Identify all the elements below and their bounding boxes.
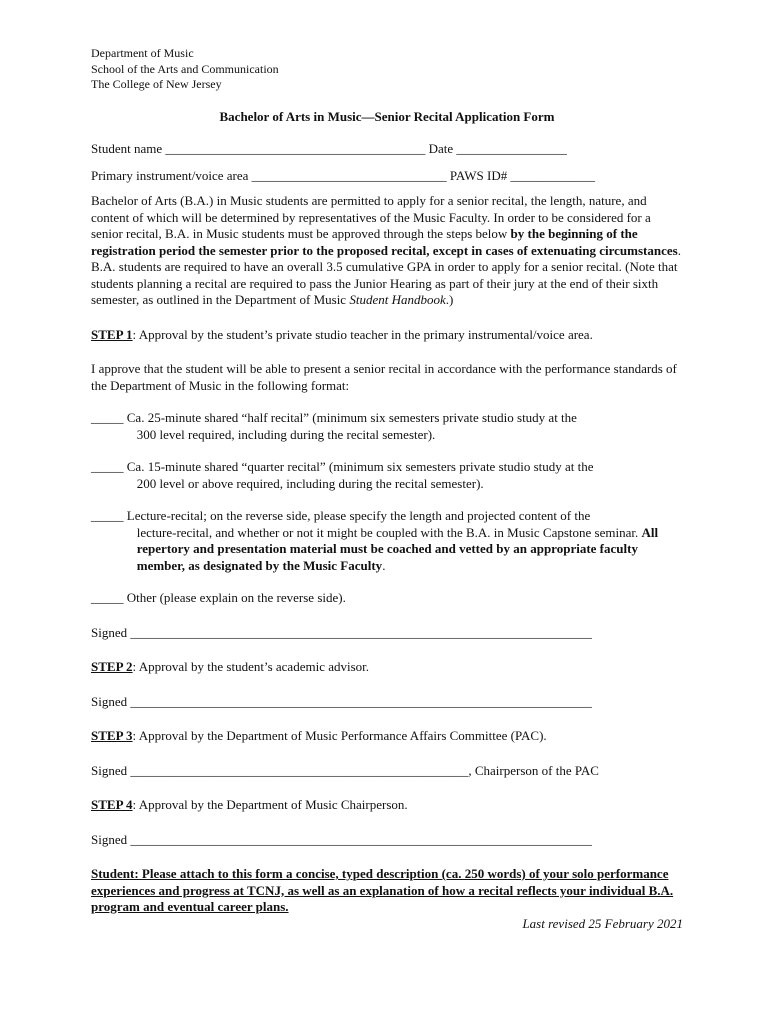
option-other[interactable] <box>91 590 683 607</box>
department-name: Department of Music <box>91 46 194 60</box>
checkbox-blank[interactable]: _____ <box>91 410 127 425</box>
signature-line-step3[interactable]: Signed ____________________________________________________, Chairperson of the PAC <box>91 762 599 778</box>
step1-heading <box>91 327 683 344</box>
intro-text-5: .) <box>445 292 454 307</box>
option-quarter-recital-line1: Ca. 15-minute shared “quarter recital” (minimum six semesters private studio study at the <box>126 459 594 474</box>
step3-label: STEP 3 <box>91 728 133 743</box>
revision-date: Last revised 25 February 2021 <box>522 915 683 931</box>
signature-line-step2[interactable]: Signed _______________________________________________________________________ <box>91 693 592 709</box>
student-name-date-field[interactable]: Student name ________________________________________ Date _________________ <box>91 141 567 156</box>
step4-heading <box>91 797 683 814</box>
school-name: School of the Arts and Communication <box>91 61 279 76</box>
option-quarter-recital-text <box>127 459 683 492</box>
step4-label: STEP 4 <box>91 797 133 812</box>
document-page <box>91 46 683 932</box>
department-header <box>91 46 683 93</box>
intro-text-1: Bachelor of Arts (B.A.) in Music students are permitted to apply for a senior recital, the length, nature, and content of which will be determined by representatives of the Music Faculty. In order to be considered for a senior recital, B.A. in Music students must be approved through the steps below <box>91 193 651 241</box>
step2-text: : Approval by the student’s academic advisor. <box>132 659 370 674</box>
option-quarter-recital[interactable] <box>91 459 683 492</box>
checkbox-blank[interactable]: _____ <box>91 508 127 523</box>
option-half-recital-text <box>127 410 683 443</box>
intro-text-3: . B.A. students are required to have an overall 3.5 cumulative GPA in order to apply for a senior recital. (Note that students planning a recital are required to pass the Junior Hearing as part of their jury at the end of their sixth semester, as outlined in the Department of Music <box>91 242 681 307</box>
step4-text: : Approval by the Department of Music Chairperson. <box>132 797 408 812</box>
handbook-title: Student Handbook <box>349 292 446 307</box>
intro-bold-deadline: by the beginning of the registration period the semester prior to the proposed recital, except in cases of extenuating circumstances <box>91 226 678 258</box>
checkbox-blank[interactable]: _____ <box>91 590 127 605</box>
option-lecture-recital-details <box>91 525 683 575</box>
attachment-instructions: Student: Please attach to this form a concise, typed description (ca. 250 words) of your solo performance experiences and progress at TCNJ, as well as an explanation of how a recital reflects your individual B.A. program and eventual career plans. <box>91 866 674 914</box>
option-lecture-recital-line1: Lecture-recital; on the reverse side, please specify the length and projected content of the <box>126 508 591 523</box>
option-other-text: Other (please explain on the reverse side). <box>126 590 346 605</box>
signature-line-step1[interactable]: Signed _______________________________________________________________________ <box>91 624 592 640</box>
step1-label: STEP 1 <box>91 326 133 342</box>
lecture-recital-text: lecture-recital, and whether or not it might be coupled with the B.A. in Music Capstone seminar. <box>136 524 642 540</box>
step2-label: STEP 2 <box>91 659 133 674</box>
signature-line-step4[interactable]: Signed _______________________________________________________________________ <box>91 831 592 847</box>
option-lecture-recital-text <box>127 508 683 574</box>
step2-heading <box>91 659 683 676</box>
step3-text: : Approval by the Department of Music Performance Affairs Committee (PAC). <box>132 728 547 743</box>
instrument-paws-field[interactable]: Primary instrument/voice area ______________________________ PAWS ID# _____________ <box>91 167 595 183</box>
approval-statement: I approve that the student will be able to present a senior recital in accordance with the performance standards of the Department of Music in the following format: <box>91 361 677 393</box>
option-half-recital[interactable] <box>91 410 683 443</box>
form-title: Bachelor of Arts in Music—Senior Recital Application Form <box>219 108 555 124</box>
lecture-recital-end: . <box>382 557 386 573</box>
step1-text: : Approval by the student’s private studio teacher in the primary instrumental/voice area. <box>132 326 593 342</box>
option-half-recital-line1: Ca. 25-minute shared “half recital” (minimum six semesters private studio study at the <box>126 410 577 425</box>
option-half-recital-line2: 300 level required, including during the recital semester). <box>136 426 436 442</box>
college-name: The College of New Jersey <box>91 77 222 91</box>
option-quarter-recital-line2: 200 level or above required, including during the recital semester). <box>136 475 484 491</box>
option-lecture-recital[interactable] <box>91 508 683 574</box>
lecture-recital-bold: All repertory and presentation material must be coached and vetted by an appropriate faculty member, as designated by the Music Faculty <box>136 524 659 573</box>
intro-paragraph <box>91 193 683 309</box>
step3-heading <box>91 728 683 745</box>
checkbox-blank[interactable]: _____ <box>91 459 127 474</box>
